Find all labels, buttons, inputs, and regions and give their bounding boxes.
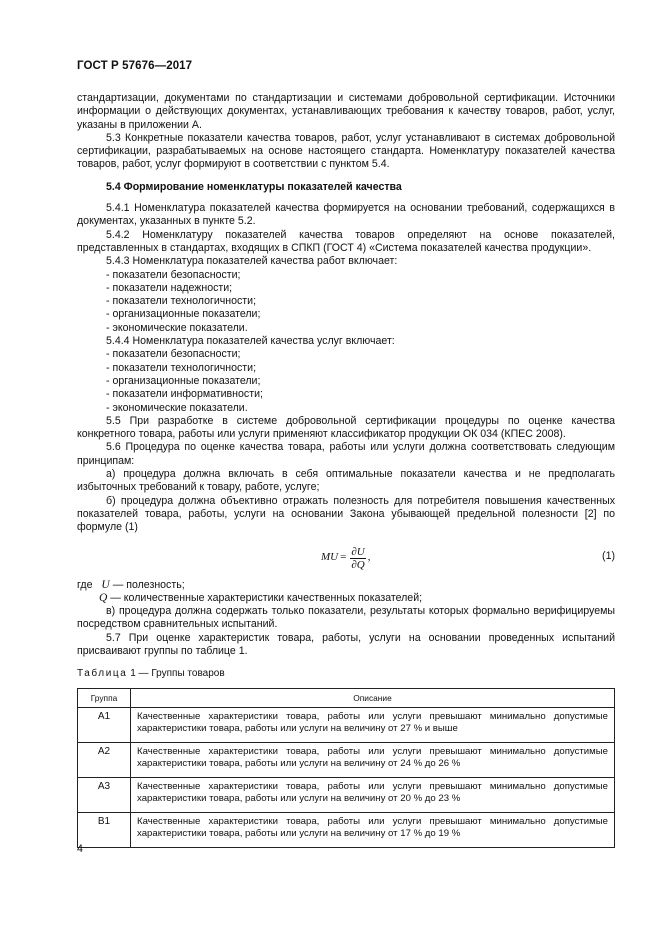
column-header-description: Описание xyxy=(131,689,615,708)
formula-numerator: ∂U xyxy=(351,545,365,558)
paragraph-5-3: 5.3 Конкретные показатели качества товаров, работ, услуг устанавливают в системах добровольной сертификации, разрабатываемых на основе настоящего стандарта. Номенклатуру показателей качества товаров, работ, услуг формируют в соответствии с пунктом 5.4. xyxy=(77,131,615,171)
variable-q: Q xyxy=(99,591,108,604)
column-header-group: Группа xyxy=(78,689,131,708)
formula-fraction xyxy=(350,546,365,571)
where-u-text: — полезность; xyxy=(112,578,185,591)
list-item: - экономические показатели. xyxy=(106,401,248,414)
where-line-u xyxy=(77,579,615,592)
formula xyxy=(321,546,370,571)
paragraph-5-4-2: 5.4.2 Номенклатуру показателей качества товаров определяют на основе показателей, представленных в стандартах, входящих в СПКП (ГОСТ 4) «Система показателей качества продукции». xyxy=(77,228,615,254)
where-q-text: — количественные характеристики качественных показателей; xyxy=(110,591,423,604)
paragraph-5-7: 5.7 При оценке характеристик товара, работы, услуги на основании проведенных испытаний присваивают группы по таблице 1. xyxy=(77,631,615,657)
list-item: - экономические показатели. xyxy=(106,321,248,334)
table-cell-group: А1 xyxy=(78,708,131,743)
section-title: 5.4 Формирование номенклатуры показателей качества xyxy=(106,180,402,193)
table-caption-label: Таблица xyxy=(77,668,128,679)
document-header: ГОСТ Р 57676—2017 xyxy=(77,60,193,72)
table-row xyxy=(78,708,615,743)
formula-number: (1) xyxy=(602,549,615,562)
paragraph-5-4-3: 5.4.3 Номенклатура показателей качества работ включает: xyxy=(106,255,398,268)
formula-equals: = xyxy=(340,551,347,564)
table-caption xyxy=(77,668,225,679)
table-cell-description: Качественные характеристики товара, работы или услуги превышают минимально допустимые характеристики товара, работы или услуги на величину от 27 % и выше xyxy=(131,708,615,743)
paragraph-5-6: 5.6 Процедура по оценке качества товара, работы или услуги должна соответствовать следующим принципам: xyxy=(77,441,615,467)
formula-tail: , xyxy=(367,551,371,564)
paragraph-5-4-4: 5.4.4 Номенклатура показателей качества услуг включает: xyxy=(106,335,395,348)
table-row xyxy=(78,813,615,848)
list-item: - показатели безопасности; xyxy=(106,268,241,281)
list-item: - организационные показатели; xyxy=(106,374,261,387)
table-row xyxy=(78,778,615,813)
paragraph-item-v: в) процедура должна содержать только показатели, результаты которых формально верифицируемы посредством сравнительных испытаний. xyxy=(77,605,615,631)
table-cell-group: А3 xyxy=(78,778,131,813)
table-header-row xyxy=(78,689,615,708)
table-row xyxy=(78,743,615,778)
list-item: - показатели технологичности; xyxy=(106,361,257,374)
where-prefix: где xyxy=(77,578,93,591)
table-cell-description: Качественные характеристики товара, работы или услуги превышают минимально допустимые характеристики товара, работы или услуги на величину от 17 % до 19 % xyxy=(131,813,615,848)
variable-u: U xyxy=(101,578,110,591)
paragraph-item-b: б) процедура должна объективно отражать полезность для потребителя повышения качественных показателей товара, работы, услуги на основании Закона убывающей предельной полезности [2] по формуле (1) xyxy=(77,494,615,534)
page-number: 4 xyxy=(77,843,83,855)
table-caption-text: 1 — Группы товаров xyxy=(130,668,225,679)
formula-lhs: MU xyxy=(321,551,339,564)
formula-denominator: ∂Q xyxy=(351,558,365,571)
paragraph: стандартизации, документами по стандартизации и системами добровольной сертификации. Источники информации о действующих документах, устанавливающих требования к качеству товаров, работ, услуг, указаны в приложении А. xyxy=(77,92,615,131)
where-line-q xyxy=(77,592,615,605)
table-cell-description: Качественные характеристики товара, работы или услуги превышают минимально допустимые характеристики товара, работы или услуги на величину от 20 % до 23 % xyxy=(131,778,615,813)
formula-block xyxy=(77,541,615,575)
table-cell-group: А2 xyxy=(78,743,131,778)
list-item: - показатели безопасности; xyxy=(106,348,241,361)
groups-table xyxy=(77,688,615,848)
body-text xyxy=(77,92,615,658)
paragraph-5-4-1: 5.4.1 Номенклатура показателей качества формируется на основании требований, содержащихся в документах, указанных в пункте 5.2. xyxy=(77,202,615,228)
table-cell-description: Качественные характеристики товара, работы или услуги превышают минимально допустимые характеристики товара, работы или услуги на величину от 24 % до 26 % xyxy=(131,743,615,778)
list-item: - показатели информативности; xyxy=(106,388,263,401)
paragraph-5-5: 5.5 При разработке в системе добровольной сертификации процедуры по оценке качества конкретного товара, работы или услуги применяют классификатор продукции ОК 034 (КПЕС 2008). xyxy=(77,414,615,441)
list-item: - организационные показатели; xyxy=(106,308,261,321)
list-item: - показатели надежности; xyxy=(106,281,233,294)
paragraph-item-a: а) процедура должна включать в себя оптимальные показатели качества и не предполагать избыточных требований к товару, работе, услуге; xyxy=(77,468,615,494)
table-cell-group: В1 xyxy=(78,813,131,848)
list-item: - показатели технологичности; xyxy=(106,295,257,308)
